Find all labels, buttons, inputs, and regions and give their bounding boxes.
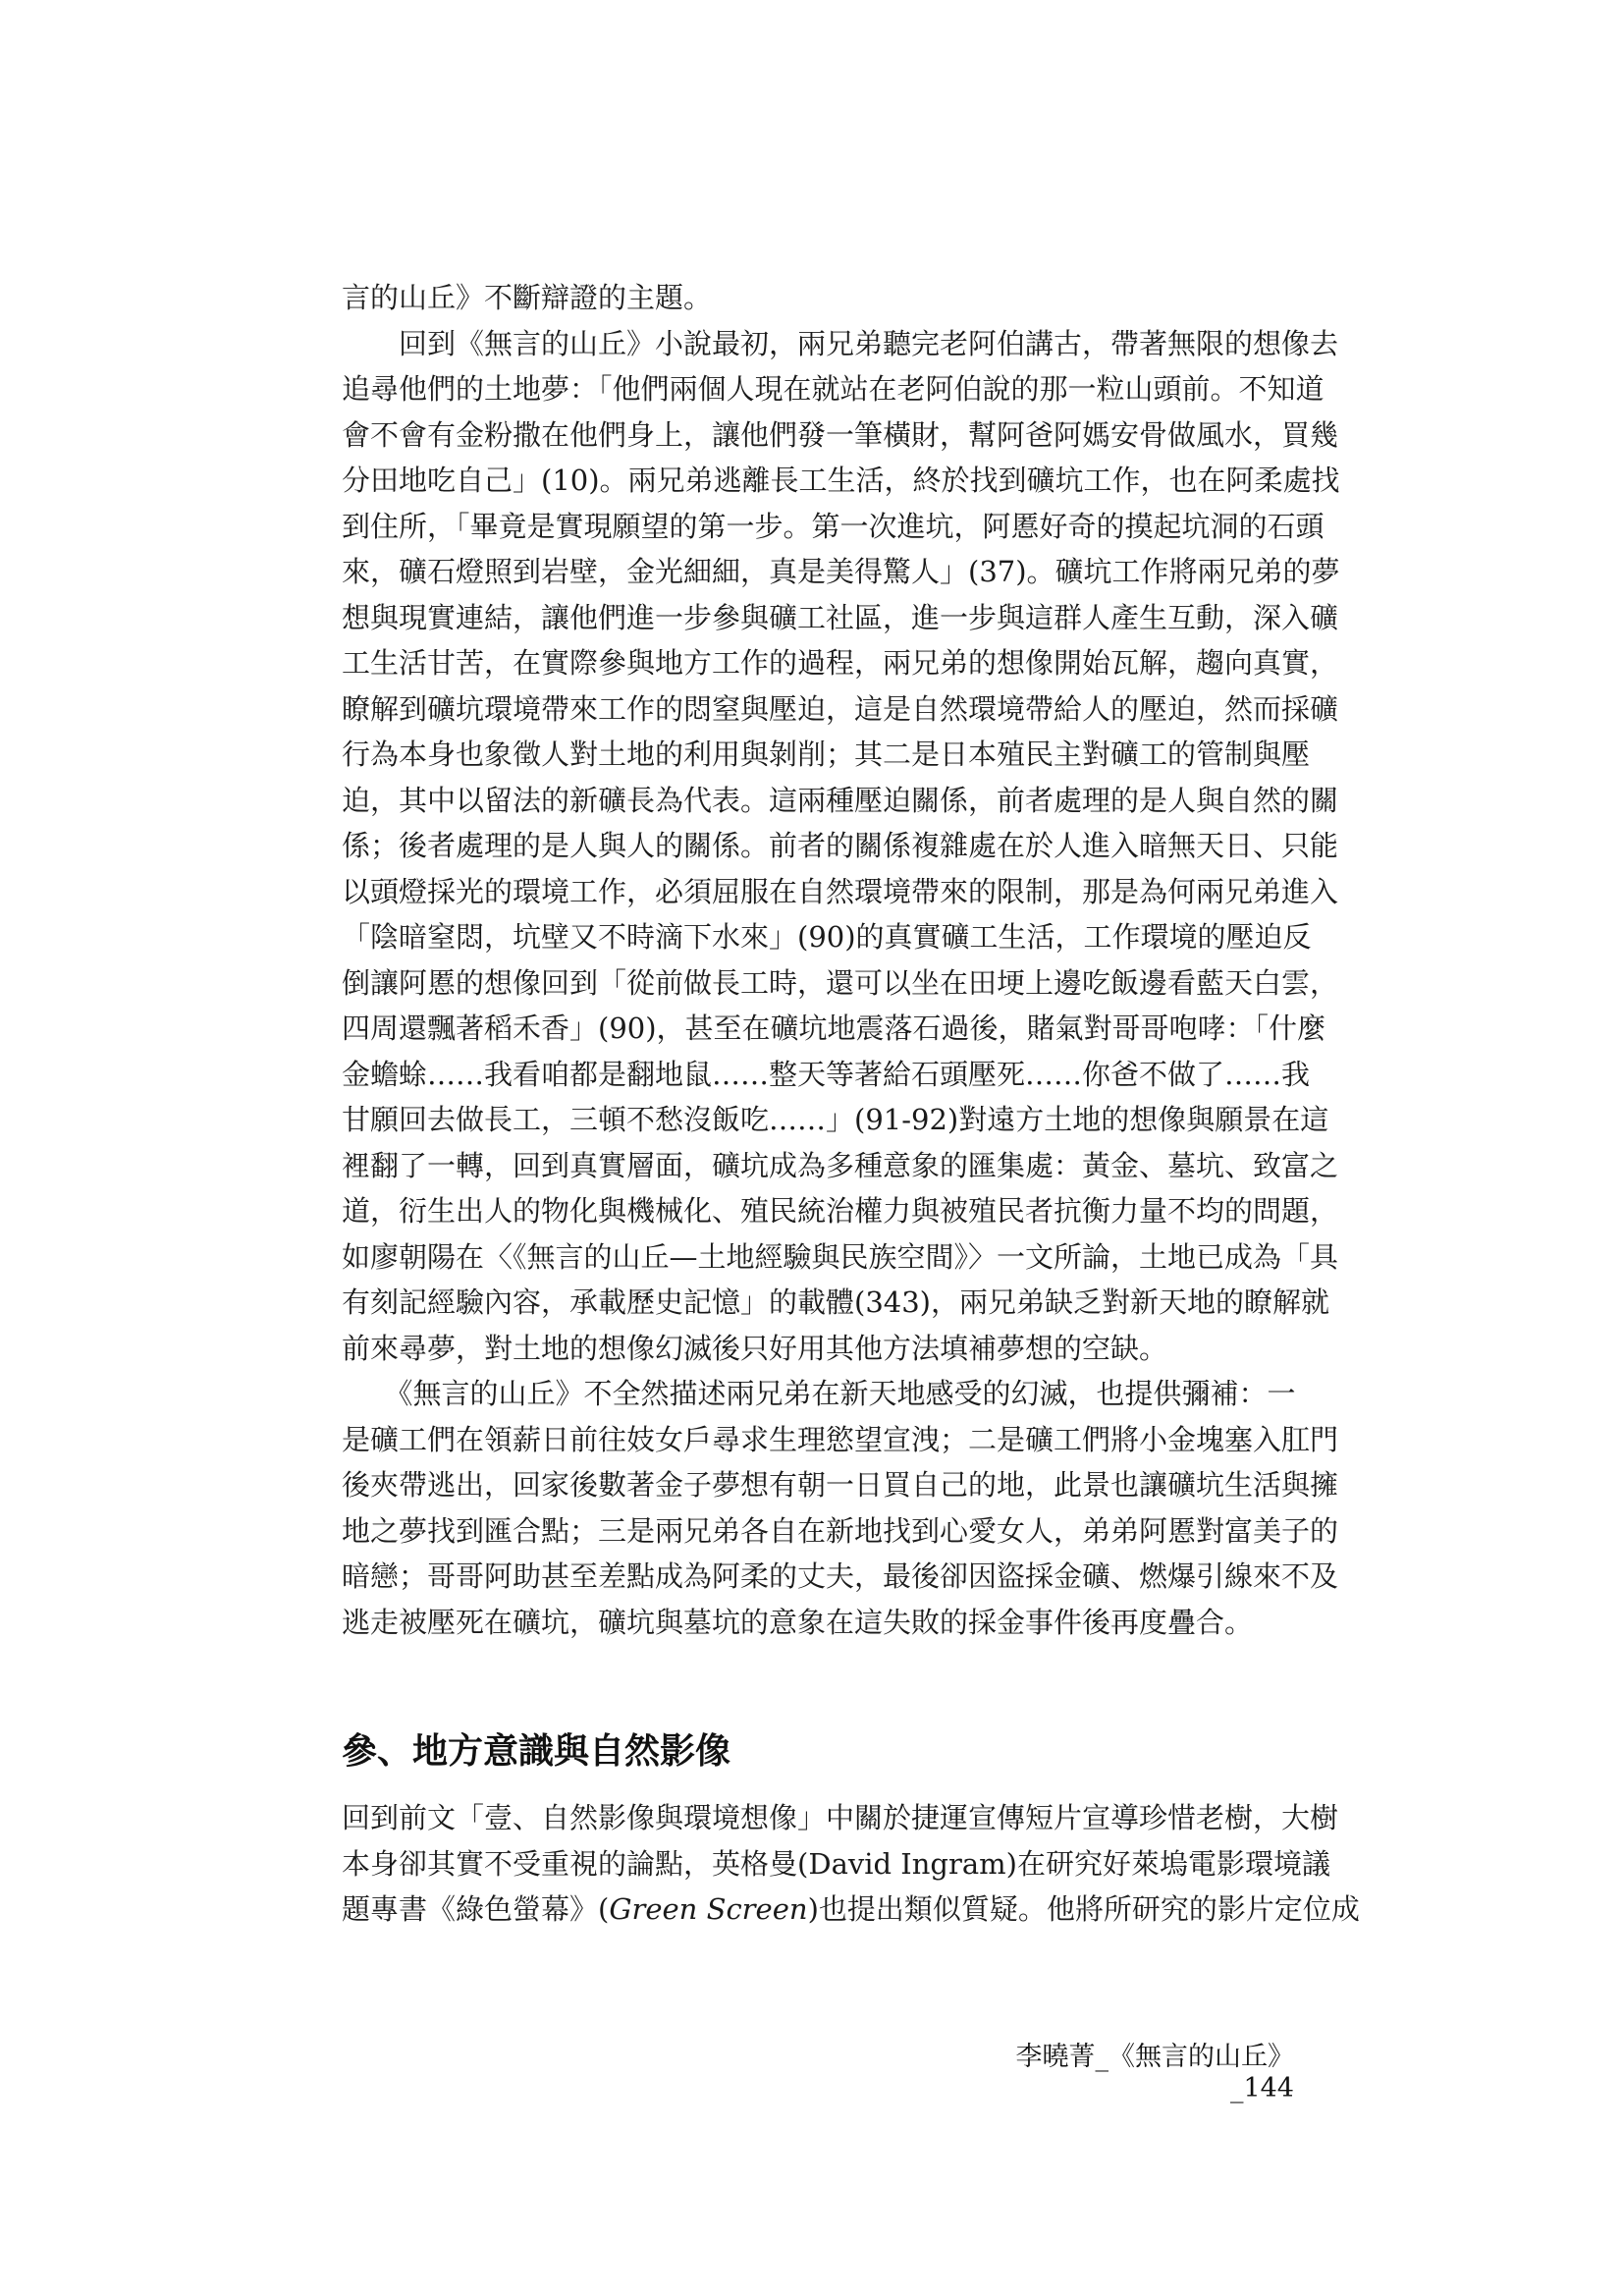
book-title-italic: Green Screen [609, 1892, 808, 1926]
text-line: 來，礦石燈照到岩壁，金光細細，真是美得驚人」(37)。礦坑工作將兩兄弟的夢 [342, 555, 1340, 588]
line-text: )也提出類似質疑。他將所研究的影片定位成 [807, 1892, 1360, 1926]
text-line: 後夾帶逃出，回家後數著金子夢想有朝一日買自己的地，此景也讓礦坑生活與擁 [342, 1468, 1339, 1502]
section-body [342, 1795, 1360, 1933]
text-line: 裡翻了一轉，回到真實層面，礦坑成為多種意象的匯集處：黃金、墓坑、致富之 [342, 1148, 1339, 1182]
text-line: 追尋他們的土地夢：「他們兩個人現在就站在老阿伯說的那一粒山頭前。不知道 [342, 372, 1325, 406]
text-line: 瞭解到礦坑環境帶來工作的悶窒與壓迫，這是自然環境帶給人的壓迫，然而採礦 [342, 691, 1339, 726]
text-line: 金蟾蜍……我看咱都是翻地鼠……整天等著給石頭壓死……你爸不做了……我 [342, 1057, 1311, 1091]
text-line: 想與現實連結，讓他們進一步參與礦工社區，進一步與這群人產生互動，深入礦 [342, 600, 1339, 634]
paragraph-3 [342, 1371, 1339, 1645]
text-line: 分田地吃自己」(10)。兩兄弟逃離長工生活，終於找到礦坑工作，也在阿柔處找 [342, 464, 1340, 497]
text-line: 到住所，「畢竟是實現願望的第一步。第一次進坑，阿慝好奇的摸起坑洞的石頭 [342, 509, 1325, 543]
text-line: 四周還飄著稻禾香」(90)，甚至在礦坑地震落石過後，賭氣對哥哥咆哮：「什麼 [342, 1011, 1326, 1045]
text-line: 前來尋夢，對土地的想像幻滅後只好用其他方法填補夢想的空缺。 [342, 1331, 1168, 1365]
page-footer: 李曉菁_《無言的山丘》_144 [1015, 2042, 1294, 2104]
text-line: 如廖朝陽在〈《無言的山丘—土地經驗與民族空間》〉一文所論，土地已成為「具 [342, 1239, 1339, 1274]
text-line: 逃走被壓死在礦坑，礦坑與墓坑的意象在這失敗的採金事件後再度疊合。 [342, 1605, 1254, 1639]
section-heading: 參、地方意識與自然影像 [342, 1731, 731, 1772]
section-paragraph [342, 1795, 1360, 1933]
text-line: 道，衍生出人的物化與機械化、殖民統治權力與被殖民者抗衡力量不均的問題， [342, 1194, 1339, 1228]
text-line: 行為本身也象徵人對土地的利用與剝削；其二是日本殖民主對礦工的管制與壓 [342, 738, 1311, 771]
text-line: 回到《無言的山丘》小說最初，兩兄弟聽完老阿伯講古，帶著無限的想像去 [342, 326, 1339, 360]
line-text: 題專書《綠色螢幕》( [342, 1892, 610, 1926]
text-line: 倒讓阿慝的想像回到「從前做長工時，還可以坐在田埂上邊吃飯邊看藍天白雲， [342, 965, 1339, 1000]
text-line: 有刻記經驗內容，承載歷史記憶」的載體(343)，兩兄弟缺乏對新天地的瞭解就 [342, 1285, 1329, 1319]
text-line: 暗戀；哥哥阿助甚至差點成為阿柔的丈夫，最後卻因盜採金礦、燃爆引線來不及 [342, 1559, 1339, 1593]
text-line: 《無言的山丘》不全然描述兩兄弟在新天地感受的幻滅，也提供彌補：一 [342, 1377, 1296, 1410]
paragraph-2 [342, 321, 1340, 1372]
text-line [342, 1886, 1360, 1933]
text-line: 工生活甘苦，在實際參與地方工作的過程，兩兄弟的想像開始瓦解，趨向真實， [342, 646, 1339, 680]
text-line: 會不會有金粉撒在他們身上，讓他們發一筆橫財，幫阿爸阿媽安骨做風水，買幾 [342, 417, 1339, 452]
text-line: 回到前文「壹、自然影像與環境想像」中關於捷運宣傳短片宣導珍惜老樹，大樹 [342, 1801, 1339, 1834]
text-line: 迫，其中以留法的新礦長為代表。這兩種壓迫關係，前者處理的是人與自然的關 [342, 783, 1339, 817]
text-line: 以頭燈採光的環境工作，必須屈服在自然環境帶來的限制，那是為何兩兄弟進入 [342, 874, 1339, 908]
text-line: 是礦工們在領薪日前往妓女戶尋求生理慾望宣洩；二是礦工們將小金塊塞入肛門 [342, 1422, 1339, 1456]
text-line: 言的山丘》不斷辯證的主題。 [342, 281, 713, 314]
text-line: 甘願回去做長工，三頓不愁沒飯吃……」(91-92)對遠方土地的想像與願景在這 [342, 1103, 1329, 1136]
text-line: 「陰暗窒悶，坑壁又不時滴下水來」(90)的真實礦工生活，工作環境的壓迫反 [342, 920, 1312, 954]
text-line: 地之夢找到匯合點；三是兩兄弟各自在新地找到心愛女人，弟弟阿慝對富美子的 [342, 1513, 1339, 1548]
text-line: 係；後者處理的是人與人的關係。前者的關係複雜處在於人進入暗無天日、只能 [342, 829, 1339, 862]
paragraph-1 [342, 275, 1294, 321]
text-line: 本身卻其實不受重視的論點，英格曼(David Ingram)在研究好萊塢電影環境議 [342, 1846, 1330, 1881]
body-text [342, 275, 1340, 1645]
